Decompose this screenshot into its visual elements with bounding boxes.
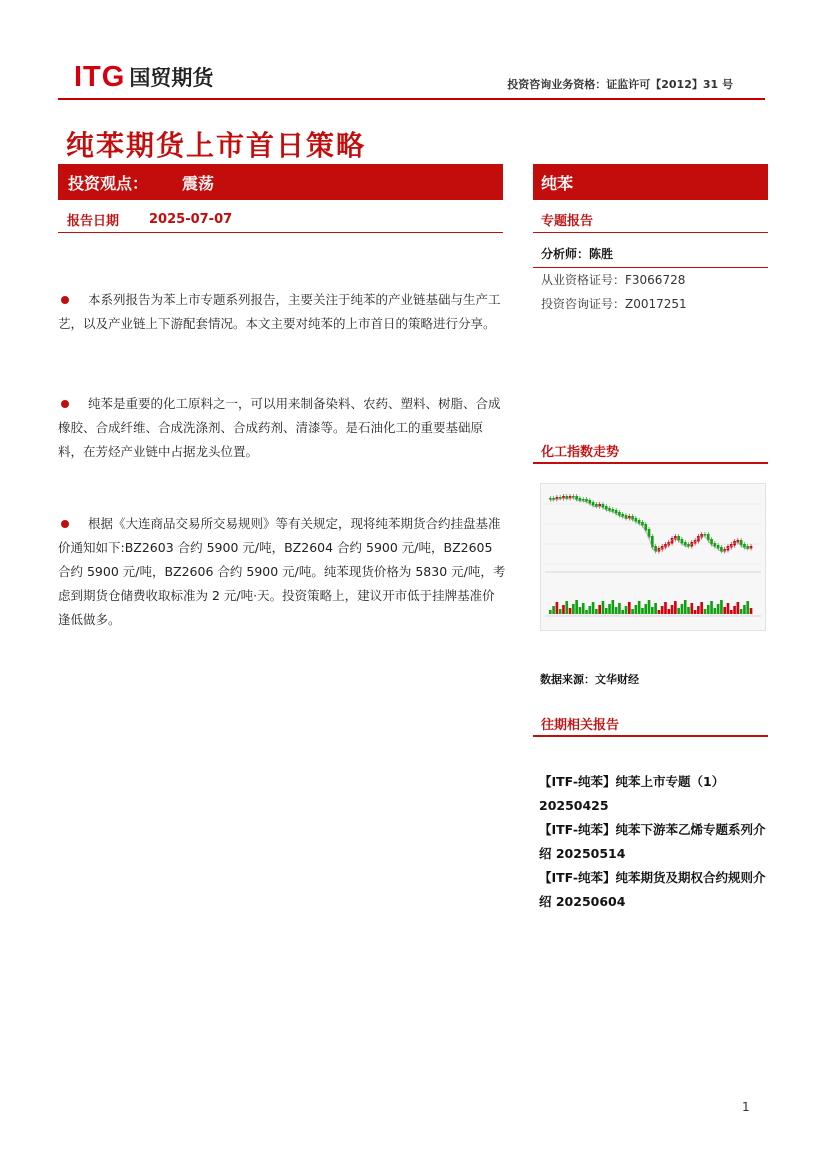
volume-bar: [569, 608, 572, 614]
volume-bar: [714, 608, 717, 614]
volume-bar: [638, 601, 641, 614]
volume-bar: [618, 603, 621, 614]
volume-bar: [671, 605, 674, 614]
candle-body: [588, 500, 591, 504]
volume-bar: [674, 601, 677, 614]
product-name: 纯苯: [541, 173, 574, 193]
volume-bar: [710, 601, 713, 614]
volume-bar: [723, 607, 726, 614]
related-section-title-text: 往期相关报告: [541, 718, 620, 733]
logo-itg-text: ITG: [74, 60, 126, 93]
bullet-text: 根据《大连商品交易所交易规则》等有关规定，现将纯苯期货合约挂盘基准价通知如下:BZ2603 合约 5900 元/吨，BZ2604 合约 5900 元/吨，BZ2605 合约 5900 元/吨，BZ2606 合约 5900 元/吨。纯苯现货价格为 5830 元/吨，考虑到期货仓储费收取标准为 2 元/吨·天。投资策略上，建议开市低于挂牌基准价逢低做多。: [58, 516, 506, 627]
volume-bar: [727, 603, 730, 614]
candle-body: [717, 545, 720, 549]
candle-body: [608, 508, 611, 511]
candle-body: [641, 522, 644, 526]
bullet-dot-icon: [61, 520, 69, 528]
volume-bar: [733, 606, 736, 614]
candle-body: [635, 518, 638, 522]
volume-bar: [602, 601, 605, 614]
report-date-row: [58, 206, 503, 233]
volume-bar: [592, 602, 595, 614]
bullet-text: 本系列报告为苯上市专题系列报告，主要关注于纯苯的产业链基础与生产工艺，以及产业链上下游配套情况。本文主要对纯苯的上市首日的策略进行分享。: [58, 292, 501, 331]
volume-bar: [562, 605, 565, 614]
analyst-block: [533, 240, 768, 316]
volume-bar: [690, 603, 693, 614]
report-type-label: 专题报告: [541, 213, 594, 229]
candle-body: [625, 515, 628, 519]
volume-bar: [667, 609, 670, 614]
chart-section-title: [533, 441, 768, 464]
date-label: 报告日期: [67, 213, 120, 229]
volume-bar: [644, 604, 647, 614]
bullet-item: [58, 288, 506, 336]
volume-bar: [750, 608, 753, 614]
candle-body: [565, 496, 568, 499]
volume-bar: [641, 608, 644, 614]
candle-body: [559, 497, 562, 499]
candle-body: [612, 509, 615, 512]
product-band: [533, 164, 768, 200]
candle-body: [714, 543, 717, 547]
candle-body: [585, 499, 588, 502]
volume-bar: [612, 600, 615, 614]
volume-bar: [746, 601, 749, 614]
volume-bar: [575, 600, 578, 614]
volume-bar: [582, 603, 585, 614]
itg-logo: [74, 62, 213, 92]
bullet-dot-icon: [61, 296, 69, 304]
volume-bar: [658, 610, 661, 614]
volume-bar: [579, 607, 582, 614]
volume-bar: [608, 604, 611, 614]
candle-body: [615, 510, 618, 514]
volume-bar: [677, 608, 680, 614]
bullet-item: [58, 512, 506, 632]
bullet-dot-icon: [61, 400, 69, 408]
volume-bar: [684, 600, 687, 614]
volume-bar: [697, 606, 700, 614]
volume-bar: [549, 610, 552, 614]
bullet-item: [58, 392, 506, 464]
volume-bar: [743, 605, 746, 614]
analyst-cert-consult: 投资咨询证号：Z0017251: [541, 297, 687, 311]
volume-bar: [648, 600, 651, 614]
volume-bar: [661, 606, 664, 614]
view-label: 投资观点：: [68, 173, 149, 193]
bullet-text: 纯苯是重要的化工原料之一，可以用来制备染料、农药、塑料、树脂、合成橡胶、合成纤维、合成洗涤剂、合成药剂、清漆等。是石油化工的重要基础原料，在芳烃产业链中占据龙头位置。: [58, 396, 501, 459]
header-divider: [58, 98, 765, 100]
volume-bar: [694, 610, 697, 614]
volume-bar: [615, 607, 618, 614]
candle-body: [618, 512, 621, 516]
candle-body: [572, 496, 575, 498]
volume-bar: [687, 607, 690, 614]
volume-bar: [717, 604, 720, 614]
candle-body: [575, 496, 578, 500]
volume-bar: [598, 605, 601, 614]
candle-body: [595, 504, 598, 507]
chemical-index-chart: [540, 483, 766, 631]
volume-bar: [552, 606, 555, 614]
chart-section-title-text: 化工指数走势: [541, 445, 620, 460]
analyst-name: 分析师：陈胜: [533, 240, 768, 268]
volume-bar: [654, 603, 657, 614]
volume-bar: [704, 609, 707, 614]
related-section-title: [533, 714, 768, 737]
volume-bar: [740, 609, 743, 614]
report-title: 纯苯期货上市首日策略: [66, 129, 367, 162]
view-value: 震荡: [182, 173, 215, 193]
data-source: 数据来源：文华财经: [540, 673, 639, 686]
investment-view-band: [58, 164, 503, 200]
candle-body: [621, 514, 624, 517]
candle-body: [704, 534, 707, 536]
volume-bar: [595, 609, 598, 614]
volume-bar: [559, 609, 562, 614]
page-number: 1: [742, 1100, 750, 1114]
volume-bar: [625, 606, 628, 614]
candle-body: [746, 546, 749, 549]
volume-bar: [621, 610, 624, 614]
report-type: [533, 206, 768, 233]
related-reports-list: [539, 770, 767, 914]
volume-bar: [664, 602, 667, 614]
analyst-cert-practice: 从业资格证号：F3066728: [541, 273, 686, 287]
candle-body: [549, 498, 552, 500]
volume-bar: [556, 602, 559, 614]
candle-body: [743, 544, 746, 548]
date-value: 2025-07-07: [149, 211, 233, 227]
volume-bar: [565, 601, 568, 614]
volume-bar: [628, 602, 631, 614]
candle-body: [684, 542, 687, 546]
candle-body: [638, 520, 641, 524]
volume-bar: [720, 600, 723, 614]
related-report-link[interactable]: 【ITF-纯苯】纯苯下游苯乙烯专题系列介绍 20250514: [539, 822, 766, 861]
volume-bar: [737, 602, 740, 614]
candlestick-chart-svg: [541, 484, 765, 630]
volume-bar: [631, 609, 634, 614]
volume-bar: [588, 606, 591, 614]
candle-body: [582, 499, 585, 501]
volume-bar: [585, 610, 588, 614]
candle-body: [552, 498, 555, 500]
license-text: 投资咨询业务资格：证监许可【2012】31 号: [507, 78, 733, 91]
volume-bar: [730, 610, 733, 614]
volume-bar: [605, 608, 608, 614]
candle-body: [592, 502, 595, 506]
volume-bar: [700, 602, 703, 614]
related-report-link[interactable]: 【ITF-纯苯】纯苯上市专题（1）20250425: [539, 774, 725, 813]
volume-bar: [651, 607, 654, 614]
candle-body: [605, 506, 608, 510]
candle-body: [602, 504, 605, 508]
volume-bar: [707, 605, 710, 614]
related-report-link[interactable]: 【ITF-纯苯】纯苯期货及期权合约规则介绍 20250604: [539, 870, 766, 909]
volume-bar: [681, 604, 684, 614]
candle-body: [579, 498, 582, 501]
volume-bar: [572, 604, 575, 614]
volume-bar: [635, 605, 638, 614]
logo-company-name: 国贸期货: [129, 66, 214, 90]
candle-body: [631, 516, 634, 520]
